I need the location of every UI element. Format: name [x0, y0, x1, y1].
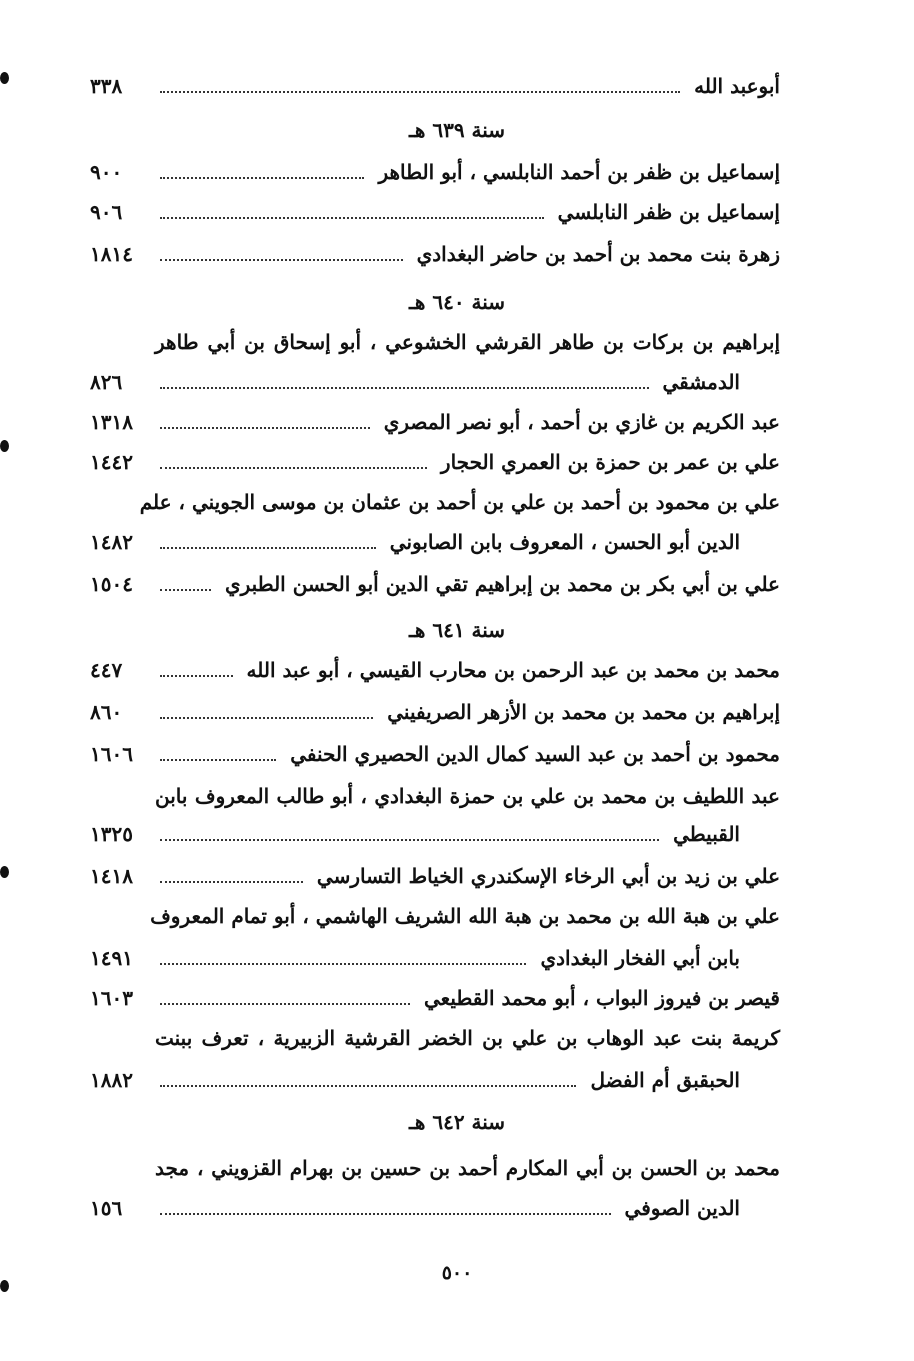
dot-leader: [160, 589, 211, 591]
entry-name: الدين أبو الحسن ، المعروف بابن الصابوني: [389, 530, 740, 554]
page-number: ٥٠٠: [441, 1262, 473, 1284]
index-entry-continuation: [90, 1060, 740, 1100]
entry-number: ٨٢٦: [90, 370, 123, 394]
dot-leader: [160, 387, 649, 389]
entry-number: ١٣٢٥: [90, 822, 133, 846]
entry-name: كريمة بنت عبد الوهاب بن علي بن الخضر القرشية الزبيرية ، تعرف ببنت: [155, 1026, 780, 1050]
entry-name: أبوعبد الله: [694, 74, 780, 98]
entry-name: الحبقبق أم الفضل: [590, 1068, 740, 1092]
entry-name: علي بن هبة الله بن محمد بن هبة الله الشريف الهاشمي ، أبو تمام المعروف: [150, 904, 780, 928]
index-entry: [90, 734, 780, 774]
dot-leader: [160, 1085, 576, 1087]
index-entry-continuation: [90, 1188, 740, 1228]
index-entry-line: [155, 776, 780, 816]
entry-number: ١٤٤٢: [90, 450, 133, 474]
year-heading: سنة ٦٤٢ هـ: [408, 1110, 506, 1134]
dot-leader: [160, 259, 403, 261]
entry-name: الدين الصوفي: [624, 1196, 740, 1220]
entry-name: علي بن أبي بكر بن محمد بن إبراهيم تقي الدين أبو الحسن الطبري: [224, 572, 780, 596]
entry-name: عبد اللطيف بن محمد بن علي بن حمزة البغدادي ، أبو طالب المعروف بابن: [155, 784, 780, 808]
entry-number: ١٦٠٦: [90, 742, 133, 766]
dot-leader: [160, 675, 233, 677]
index-entry-line: [150, 896, 780, 936]
entry-name: زهرة بنت محمد بن أحمد بن حاضر البغدادي: [416, 242, 780, 266]
year-heading: سنة ٦٣٩ هـ: [408, 118, 506, 142]
index-entry: [90, 234, 780, 274]
index-entry: [90, 650, 780, 690]
index-entry-line: [155, 322, 780, 362]
entry-number: ٩٠٠: [90, 160, 123, 184]
entry-name: إبراهيم بن بركات بن طاهر القرشي الخشوعي ، أبو إسحاق بن أبي طاهر: [155, 330, 780, 354]
entry-name: إسماعيل بن ظفر بن أحمد النابلسي ، أبو الطاهر: [378, 160, 780, 184]
index-entry-continuation: [90, 938, 740, 978]
index-entry: [90, 442, 780, 482]
entry-name: إبراهيم بن محمد بن محمد بن الأزهر الصريفيني: [387, 700, 780, 724]
dot-leader: [160, 881, 303, 883]
entry-name: قيصر بن فيروز البواب ، أبو محمد القطيعي: [424, 986, 780, 1010]
index-entry: [90, 66, 780, 106]
dot-leader: [160, 1213, 611, 1215]
index-entry: [90, 564, 780, 604]
dot-leader: [160, 467, 427, 469]
dot-leader: [160, 839, 659, 841]
entry-number: ١٥٦: [90, 1196, 123, 1220]
dot-leader: [160, 217, 544, 219]
index-entry: [90, 192, 780, 232]
entry-name: محمد بن محمد بن عبد الرحمن بن محارب القيسي ، أبو عبد الله: [246, 658, 780, 682]
entry-number: ١٣١٨: [90, 410, 133, 434]
index-entry: [90, 856, 780, 896]
entry-name: إسماعيل بن ظفر النابلسي: [557, 200, 780, 224]
entry-number: ١٦٠٣: [90, 986, 133, 1010]
entry-number: ٩٠٦: [90, 200, 123, 224]
entry-number: ١٨٨٢: [90, 1068, 133, 1092]
entry-name: علي بن زيد بن أبي الرخاء الإسكندري الخياط التسارسي: [316, 864, 780, 888]
dot-leader: [160, 547, 376, 549]
dot-leader: [160, 963, 526, 965]
entry-number: ١٤٩١: [90, 946, 133, 970]
dot-leader: [160, 177, 364, 179]
scan-edge-mark: [0, 866, 9, 878]
entry-name: محمود بن أحمد بن عبد السيد كمال الدين الحصيري الحنفي: [290, 742, 780, 766]
year-heading: سنة ٦٤١ هـ: [408, 618, 506, 642]
entry-number: ٨٦٠: [90, 700, 123, 724]
entry-number: ٤٤٧: [90, 658, 123, 682]
dot-leader: [160, 1003, 410, 1005]
entry-name: الدمشقي: [662, 370, 740, 394]
index-entry: [90, 692, 780, 732]
index-entry: [90, 978, 780, 1018]
entry-name: علي بن محمود بن أحمد بن علي بن أحمد بن عثمان بن موسى الجويني ، علم: [139, 490, 780, 514]
entry-name: محمد بن الحسن بن أبي المكارم أحمد بن حسين بن بهرام القزويني ، مجد: [155, 1156, 780, 1180]
entry-number: ١٤٨٢: [90, 530, 133, 554]
dot-leader: [160, 427, 370, 429]
index-entry-continuation: [90, 362, 740, 402]
entry-name: عبد الكريم بن غازي بن أحمد ، أبو نصر المصري: [383, 410, 780, 434]
entry-number: ١٨١٤: [90, 242, 133, 266]
entry-name: القبيطي: [673, 822, 740, 846]
scan-edge-mark: [0, 72, 9, 84]
dot-leader: [160, 91, 680, 93]
index-entry-line: [139, 482, 780, 522]
dot-leader: [160, 717, 373, 719]
entry-number: ١٥٠٤: [90, 572, 133, 596]
entry-name: بابن أبي الفخار البغدادي: [540, 946, 740, 970]
dot-leader: [160, 759, 276, 761]
year-heading: سنة ٦٤٠ هـ: [408, 290, 506, 314]
entry-name: علي بن عمر بن حمزة بن العمري الحجار: [440, 450, 780, 474]
index-entry: [90, 152, 780, 192]
index-entry-continuation: [90, 522, 740, 562]
entry-number: ١٤١٨: [90, 864, 133, 888]
index-entry-line: [155, 1148, 780, 1188]
scan-edge-mark: [0, 440, 9, 452]
entry-number: ٣٣٨: [90, 74, 123, 98]
index-entry: [90, 402, 780, 442]
index-entry-line: [155, 1018, 780, 1058]
index-entry-continuation: [90, 814, 740, 854]
